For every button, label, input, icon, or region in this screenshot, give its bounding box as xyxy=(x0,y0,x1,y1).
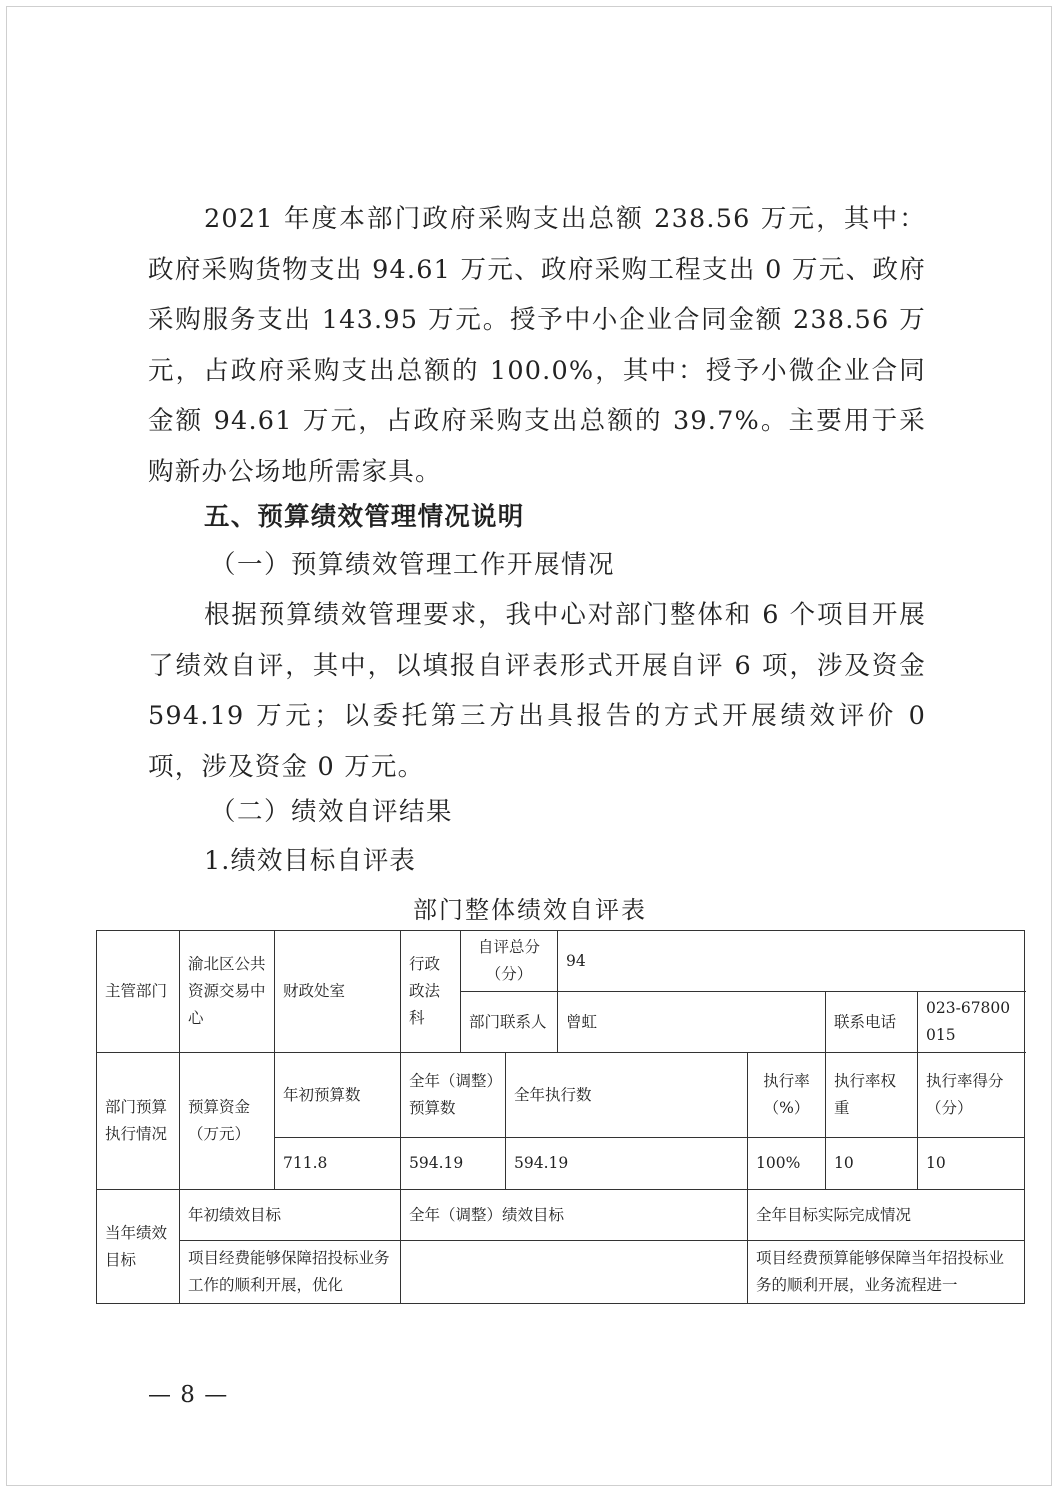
phone-value-cell: 023-67800015 xyxy=(918,992,1025,1053)
office-label-cell: 财政处室 xyxy=(275,931,401,1053)
val-initial-budget: 711.8 xyxy=(275,1138,401,1190)
goals-section-label: 当年绩效目标 xyxy=(97,1190,180,1304)
col-initial-goal: 年初绩效目标 xyxy=(180,1190,401,1241)
budget-section-label: 部门预算执行情况 xyxy=(97,1053,180,1190)
contact-label-cell: 部门联系人 xyxy=(461,992,558,1053)
col-executed: 全年执行数 xyxy=(506,1053,748,1138)
col-weight: 执行率权重 xyxy=(826,1053,918,1138)
performance-table xyxy=(96,930,1025,1304)
page-number: — 8 — xyxy=(148,1382,229,1408)
subsection-two-heading: （二）绩效自评结果 xyxy=(210,797,454,827)
val-rate: 100% xyxy=(748,1138,826,1190)
actual-goal-text: 项目经费预算能够保障当年招投标业务的顺利开展，业务流程进一 xyxy=(748,1241,1025,1304)
contact-value-cell: 曾虹 xyxy=(558,992,826,1053)
col-rate: 执行率（%） xyxy=(748,1053,826,1138)
budget-fund-label: 预算资金（万元） xyxy=(180,1053,275,1190)
val-weight: 10 xyxy=(826,1138,918,1190)
col-adjusted-goal: 全年（调整）绩效目标 xyxy=(401,1190,748,1241)
col-score: 执行率得分（分） xyxy=(918,1053,1025,1138)
item-one-heading: 1.绩效目标自评表 xyxy=(204,846,416,876)
val-executed: 594.19 xyxy=(506,1138,748,1190)
col-actual-goal: 全年目标实际完成情况 xyxy=(748,1190,1025,1241)
adjusted-goal-text xyxy=(401,1241,748,1304)
score-value-cell: 94 xyxy=(558,931,1025,992)
section-five-heading: 五、预算绩效管理情况说明 xyxy=(204,502,525,532)
val-adjusted-budget: 594.19 xyxy=(401,1138,506,1190)
dept-label-cell: 主管部门 xyxy=(97,931,180,1053)
phone-label-cell: 联系电话 xyxy=(826,992,918,1053)
score-label-cell: 自评总分（分） xyxy=(461,931,558,992)
subsection-one-heading: （一）预算绩效管理工作开展情况 xyxy=(210,550,616,580)
table-title: 部门整体绩效自评表 xyxy=(413,896,647,924)
procurement-paragraph: 2021 年度本部门政府采购支出总额 238.56 万元，其中：政府采购货物支出 94.61 万元、政府采购工程支出 0 万元、政府采购服务支出 143.95 万元。授予中小企业合同金额 238.56 万元，占政府采购支出总额的 100.0%，其中：授予小微企业合同金额 94.61 万元，占政府采购支出总额的 39.7%。主要用于采购新办公场地所需家具。 xyxy=(148,204,926,487)
evaluation-paragraph: 根据预算绩效管理要求，我中心对部门整体和 6 个项目开展了绩效自评，其中，以填报自评表形式开展自评 6 项，涉及资金 594.19 万元；以委托第三方出具报告的方式开展绩效评价 0 项，涉及资金 0 万元。 xyxy=(148,600,926,782)
col-adjusted-budget: 全年（调整）预算数 xyxy=(401,1053,506,1138)
office-value-cell: 行政政法科 xyxy=(401,931,461,1053)
col-initial-budget: 年初预算数 xyxy=(275,1053,401,1138)
initial-goal-text: 项目经费能够保障招投标业务工作的顺利开展，优化 xyxy=(180,1241,401,1304)
dept-value-cell: 渝北区公共资源交易中心 xyxy=(180,931,275,1053)
val-score: 10 xyxy=(918,1138,1025,1190)
